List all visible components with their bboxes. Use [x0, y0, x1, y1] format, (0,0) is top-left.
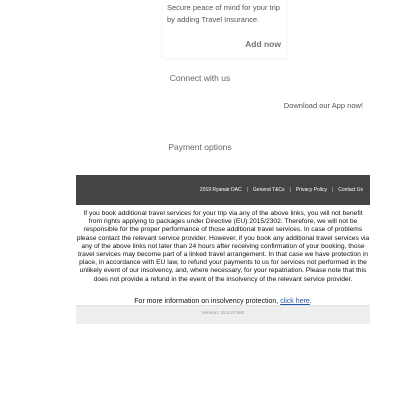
- contact-us-link[interactable]: Contact Us: [338, 187, 363, 193]
- travel-insurance-text: Secure peace of mind for your trip by adding Travel Insurance.: [167, 3, 280, 24]
- connect-with-us-heading: Connect with us: [169, 73, 231, 83]
- linked-travel-notice: If you book additional travel services for your trip via any of the above links, you will not benefit from rights applying to packages under Directive (EU) 2015/2302. Therefore, we will not be responsible for the proper performance of those additional travel services. In case of problems please contact the relevant service provider. However, if you book any additional travel services via any of the above links not later than 24 hours after receiving confirmation of your booking, those travel services may become part of a linked travel arrangement. In that case we have protection in place, in accordance with EU law, to refund your payments to us for services not performed in the unlikely event of our insolvency, and, where necessary, for your repatriation. Please note that this does not provide a refund in the event of the insolvency of the relevant service provider.: [76, 210, 370, 283]
- footer-separator: |: [289, 187, 291, 193]
- payment-options-heading: Payment options: [168, 142, 232, 152]
- footer-bar: [76, 175, 370, 205]
- insolvency-info-text: For more information on insolvency protection,: [134, 298, 281, 305]
- copyright-text: 2019 Ryanair DAC: [199, 187, 242, 193]
- footer-separator: |: [246, 187, 248, 193]
- travel-insurance-card: [163, 0, 286, 58]
- version-bar: [76, 305, 370, 324]
- click-here-link[interactable]: click here: [280, 298, 310, 305]
- add-now-button[interactable]: Add now: [245, 39, 281, 49]
- footer-separator: |: [331, 187, 334, 193]
- insolvency-info-suffix: .: [309, 298, 312, 305]
- footer-links: [200, 187, 363, 193]
- download-app-link[interactable]: Download our App now!: [283, 101, 363, 110]
- version-label: Version: 15.510.993: [201, 311, 245, 316]
- privacy-policy-link[interactable]: Privacy Policy: [295, 187, 327, 193]
- general-terms-link[interactable]: General T&Cs: [252, 187, 285, 193]
- insolvency-info: [76, 298, 370, 305]
